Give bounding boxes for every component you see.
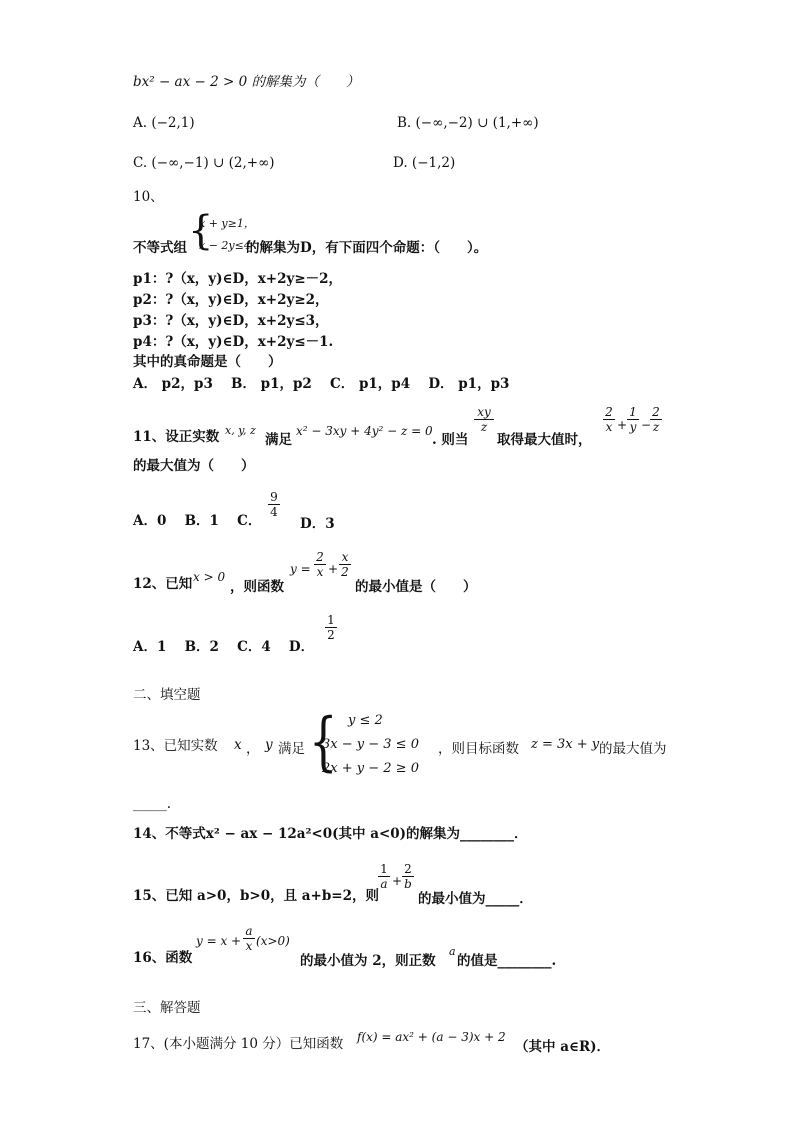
q17-function: f(x) = ax² + (a − 3)x + 2 [357,1030,506,1044]
q10-choices: A． p2，p3 B． p1，p2 C． p1，p4 D． p1，p3 [133,376,510,392]
q16-var: a [449,945,456,958]
q9-stem-text: bx² − ax − 2 > 0 的解集为（ ） [133,74,360,90]
q12-func-frac-2 [339,550,351,579]
q10-prop-1: p1：?（x，y)∈D，x+2y≥－2， [133,271,343,287]
q12-func-frac-1 [314,550,326,579]
q16-condition: (x>0) [256,934,290,948]
q16-n: a [245,924,253,938]
q11-expr-d3: z [652,420,660,434]
q14-text: 14、不等式x² − ax − 12a²<0(其中 a<0)的解集为________． [133,826,528,842]
q12-func-lhs: y = [290,562,311,576]
q12-condition: x > 0 [193,570,226,584]
q11-expr-frac-1 [603,405,615,434]
q11-frac-num: xy [477,405,491,419]
q12-lead: 12、已知 [133,576,193,592]
q15-d2: b [404,877,412,891]
q17-condition: （其中 a∈R)． [515,1039,611,1055]
q13-satisfies: 满足 [278,741,305,757]
q16-frac [243,924,255,953]
q11-expr-plus: + [617,418,628,432]
q13-system-line3: 2x + y − 2 ≥ 0 [322,761,419,776]
q12-choices: A．1 B．2 C．4 D． [133,639,315,655]
q11-satisfies: 满足 [265,432,292,448]
q12-func-d2: 2 [341,565,349,579]
q11-choice-c-den: 4 [270,505,278,519]
q12-choice-d-num: 1 [327,613,335,627]
q12-function-word: ，则函数 [230,579,284,595]
q10-number: 10、 [133,189,164,205]
q10-prop-2: p2：?（x，y)∈D，x+2y≥2， [133,292,329,308]
q13-system-brace: { [309,705,338,779]
q10-ask: 其中的真命题是（ ） [133,354,282,370]
q12-func-n2: x [341,550,349,564]
q13-y: y [265,737,273,753]
q15-n1: 1 [380,862,388,876]
q11-equation: x² − 3xy + 4y² − z = 0 [296,424,433,438]
q11-ask: 的最大值为（ ） [133,458,255,474]
q11-choice-d: D．3 [300,516,335,532]
section-solve-heading: 三、解答题 [133,1000,201,1016]
q11-takes-max: 取得最大值时， [497,432,592,448]
q16-d: x [245,939,253,953]
q13-objective-lead: ，则目标函数 [438,741,519,757]
q12-func-plus: + [328,562,339,576]
q13-objective: z = 3x + y [531,737,600,752]
q17-lead: 17、(本小题满分 10 分）已知函数 [133,1036,344,1052]
q15-frac-1 [378,862,390,891]
q15-ask: 的最小值为_____． [418,891,533,907]
q13-sep: ， [246,741,260,757]
q10-suffix: 的解集为D，有下面四个命题：（ ）。 [246,240,488,256]
q11-expr-frac-3 [650,405,662,434]
q10-system-line2: x − 2y≤4 [199,239,251,252]
q11-when: . 则当 [432,432,469,448]
q9-option-d: D. (−1,2) [393,155,456,171]
q9-stem [133,73,359,91]
q13-x: x [234,737,242,753]
q10-prop-4: p4：?（x，y)∈D，x+2y≤－1. [133,334,334,350]
q11-vars: x, y, z [225,424,256,437]
q9-option-b: B. (−∞,−2) ∪ (1,+∞) [397,115,539,131]
q11-fraction-xy-z [474,405,494,434]
q10-prop-3: p3：?（x，y)∈D，x+2y≤3， [133,313,329,329]
q11-lead: 11、设正实数 [133,429,220,445]
q11-frac-den: z [480,420,488,434]
q16-ask: 的值是________. [457,953,557,969]
q16-min: 的最小值为 2，则正数 [300,953,436,969]
q11-expr-minus: − [641,418,652,432]
q15-d1: a [380,877,388,891]
q15-lead: 15、已知 a>0，b>0，且 a+b=2，则 [133,888,379,904]
q13-system-line1: y ≤ 2 [348,713,383,728]
q12-choice-d-den: 2 [327,628,335,642]
q12-func-d1: x [316,565,324,579]
q13-lead: 13、已知实数 [133,738,218,754]
q10-system-brace: { [188,208,214,254]
q11-expr-n2: 1 [629,405,637,419]
q11-expr-d2: y [629,420,637,434]
q12-ask: 的最小值是（ ） [355,579,477,595]
q13-max-value: 的最大值为 [599,741,667,757]
q11-choice-c-num: 9 [270,490,278,504]
q12-func-n1: 2 [316,550,324,564]
q15-n2: 2 [404,862,412,876]
q9-option-c: C. (−∞,−1) ∪ (2,+∞) [133,155,275,171]
q11-choice-c-fraction [268,490,280,519]
q9-option-a: A. (−2,1) [133,115,195,131]
q16-lead: 16、函数 [133,950,193,966]
q13-system-line2: 3x − y − 3 ≤ 0 [322,737,419,752]
q10-system-line1: x + y≥1， [199,217,255,230]
q15-frac-2 [402,862,414,891]
q11-expr-n1: 2 [605,405,613,419]
q11-choices-abc: A．0 B．1 C． [133,513,262,529]
q10-prefix: 不等式组 [133,240,187,256]
section-fill-in-heading: 二、填空题 [133,687,201,703]
q16-lhs: y = x + [196,934,242,948]
q12-choice-d-fraction [325,613,337,642]
q11-expr-frac-2 [627,405,639,434]
q11-expr-n3: 2 [652,405,660,419]
q15-plus: + [392,874,403,888]
q13-blank: _____. [133,796,172,812]
q11-expr-d1: x [605,420,613,434]
